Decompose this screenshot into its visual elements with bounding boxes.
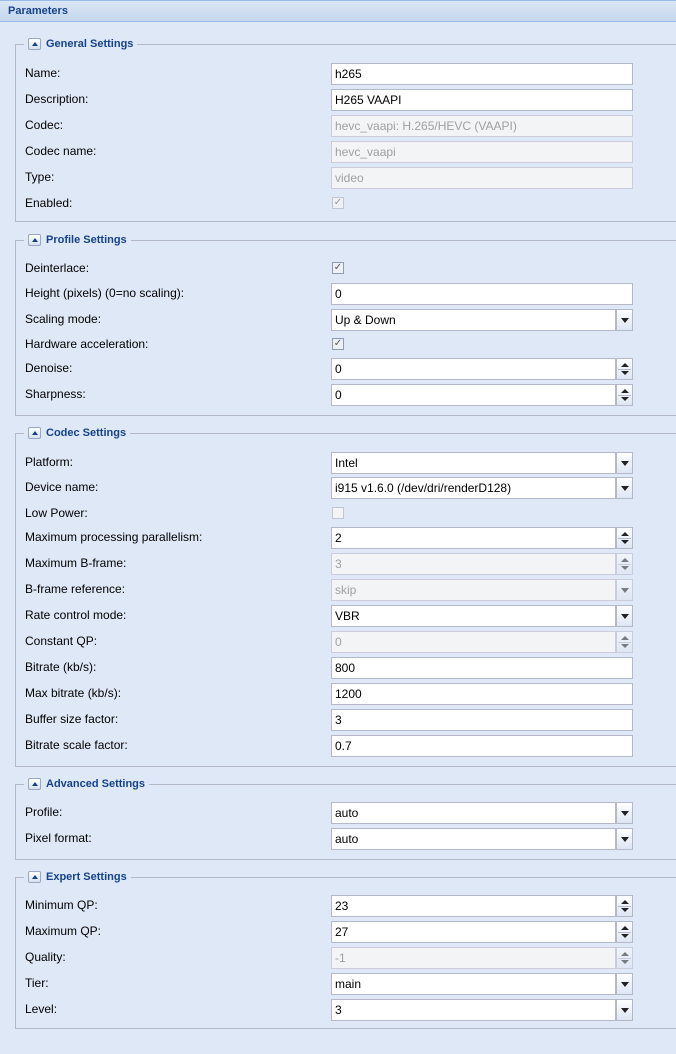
bitrate-label: Bitrate (kb/s): [25,660,97,674]
constant-qp-label: Constant QP: [25,634,98,648]
bitrate-scale-label: Bitrate scale factor: [25,738,128,752]
low-power-checkbox[interactable] [332,507,344,519]
rate-control-row [25,605,665,627]
max-parallelism-row [25,527,665,549]
max-qp-label: Maximum QP: [25,924,102,938]
collapse-icon[interactable] [28,871,41,883]
codec-name-label: Codec name: [25,144,97,158]
enabled-label: Enabled: [25,196,73,210]
sharpness-input[interactable]: 0 [331,384,616,406]
collapse-icon[interactable] [28,778,41,790]
max-parallelism-label: Maximum processing parallelism: [25,530,203,544]
profile-settings-title: Profile Settings [46,234,127,246]
left-edge [0,22,6,1054]
scaling-mode-select[interactable]: Up & Down [331,309,616,331]
spinner-icon[interactable] [616,384,633,406]
max-bframe-input: 3 [331,553,616,575]
description-row [25,89,665,111]
rate-control-label: Rate control mode: [25,608,127,622]
codec-name-input: hevc_vaapi [331,141,633,163]
pixel-format-label: Pixel format: [25,831,92,845]
enabled-checkbox[interactable]: ✓ [333,197,343,208]
type-input: video [331,167,633,189]
name-row [25,63,665,85]
device-name-select[interactable]: i915 v1.6.0 (/dev/dri/renderD128) [331,477,616,499]
chevron-down-icon[interactable] [616,828,633,850]
min-qp-label: Minimum QP: [25,898,98,912]
codec-input: hevc_vaapi: H.265/HEVC (VAAPI) [331,115,633,137]
name-input[interactable]: h265 [331,63,633,85]
tier-row [25,973,665,995]
scaling-mode-label: Scaling mode: [25,312,102,326]
name-label: Name: [25,66,61,80]
spinner-icon[interactable] [616,921,633,943]
tier-label: Tier: [25,976,49,990]
platform-row [25,452,665,474]
bitrate-input[interactable]: 800 [331,657,633,679]
device-name-label: Device name: [25,480,99,494]
advanced-settings-title: Advanced Settings [46,778,146,790]
denoise-input[interactable]: 0 [331,358,616,380]
chevron-down-icon[interactable] [616,605,633,627]
advanced-settings-legend [24,776,149,792]
deinterlace-row [25,258,665,280]
min-qp-row [25,895,665,917]
panel-header [0,0,676,22]
constant-qp-input: 0 [331,631,616,653]
platform-label: Platform: [25,455,74,469]
panel-title: Parameters [8,5,68,17]
min-qp-input[interactable]: 23 [331,895,616,917]
chevron-down-icon [616,579,633,601]
spinner-icon[interactable] [616,527,633,549]
max-bitrate-row [25,683,665,705]
level-select[interactable]: 3 [331,999,616,1021]
profile-label: Profile: [25,805,63,819]
hw-accel-label: Hardware acceleration: [25,337,149,351]
buffer-size-input[interactable]: 3 [331,709,633,731]
enabled-row [25,193,665,215]
codec-settings-legend [24,425,130,441]
platform-select[interactable]: Intel [331,452,616,474]
profile-select[interactable]: auto [331,802,616,824]
spinner-icon [616,947,633,969]
bitrate-row [25,657,665,679]
bitrate-scale-input[interactable]: 0.7 [331,735,633,757]
quality-row [25,947,665,969]
quality-input: -1 [331,947,616,969]
tier-select[interactable]: main [331,973,616,995]
profile-row [25,802,665,824]
bframe-ref-label: B-frame reference: [25,582,126,596]
spinner-icon [616,631,633,653]
type-row [25,167,665,189]
spinner-icon [616,553,633,575]
buffer-size-row [25,709,665,731]
height-row [25,283,665,305]
max-bframe-row [25,553,665,575]
chevron-down-icon[interactable] [616,973,633,995]
max-qp-row [25,921,665,943]
type-label: Type: [25,170,55,184]
buffer-size-label: Buffer size factor: [25,712,119,726]
sharpness-label: Sharpness: [25,387,86,401]
hw-accel-row [25,334,665,356]
codec-label: Codec: [25,118,64,132]
chevron-down-icon[interactable] [616,309,633,331]
collapse-icon[interactable] [28,38,41,50]
denoise-row [25,358,665,380]
bframe-ref-select: skip [331,579,616,601]
height-label: Height (pixels) (0=no scaling): [25,286,185,300]
scaling-mode-row [25,309,665,331]
chevron-down-icon[interactable] [616,477,633,499]
max-bitrate-input[interactable]: 1200 [331,683,633,705]
pixel-format-row [25,828,665,850]
level-label: Level: [25,1002,58,1016]
general-settings-title: General Settings [46,38,134,50]
max-parallelism-input[interactable]: 2 [331,527,616,549]
profile-settings-legend [24,232,131,248]
codec-settings-title: Codec Settings [46,427,127,439]
denoise-label: Denoise: [25,361,73,375]
chevron-down-icon[interactable] [616,452,633,474]
collapse-icon[interactable] [28,234,41,246]
max-bframe-label: Maximum B-frame: [25,556,127,570]
deinterlace-label: Deinterlace: [25,261,90,275]
codec-row [25,115,665,137]
expert-settings-title: Expert Settings [46,871,127,883]
bframe-ref-row [25,579,665,601]
quality-label: Quality: [25,950,66,964]
bitrate-scale-row [25,735,665,757]
max-bitrate-label: Max bitrate (kb/s): [25,686,122,700]
low-power-row [25,503,665,525]
pixel-format-select[interactable]: auto [331,828,616,850]
low-power-label: Low Power: [25,506,88,520]
sharpness-row [25,384,665,406]
description-input[interactable]: H265 VAAPI [331,89,633,111]
general-settings-legend [24,36,137,52]
codec-name-row [25,141,665,163]
spinner-icon[interactable] [616,358,633,380]
collapse-icon[interactable] [28,427,41,439]
deinterlace-checkbox[interactable]: ✓ [333,262,343,273]
description-label: Description: [25,92,89,106]
device-name-row [25,477,665,499]
chevron-down-icon[interactable] [616,802,633,824]
level-row [25,999,665,1021]
spinner-icon[interactable] [616,895,633,917]
max-qp-input[interactable]: 27 [331,921,616,943]
expert-settings-legend [24,869,131,885]
constant-qp-row [25,631,665,653]
chevron-down-icon[interactable] [616,999,633,1021]
hw-accel-checkbox[interactable]: ✓ [333,338,343,349]
height-input[interactable]: 0 [331,283,633,305]
rate-control-select[interactable]: VBR [331,605,616,627]
